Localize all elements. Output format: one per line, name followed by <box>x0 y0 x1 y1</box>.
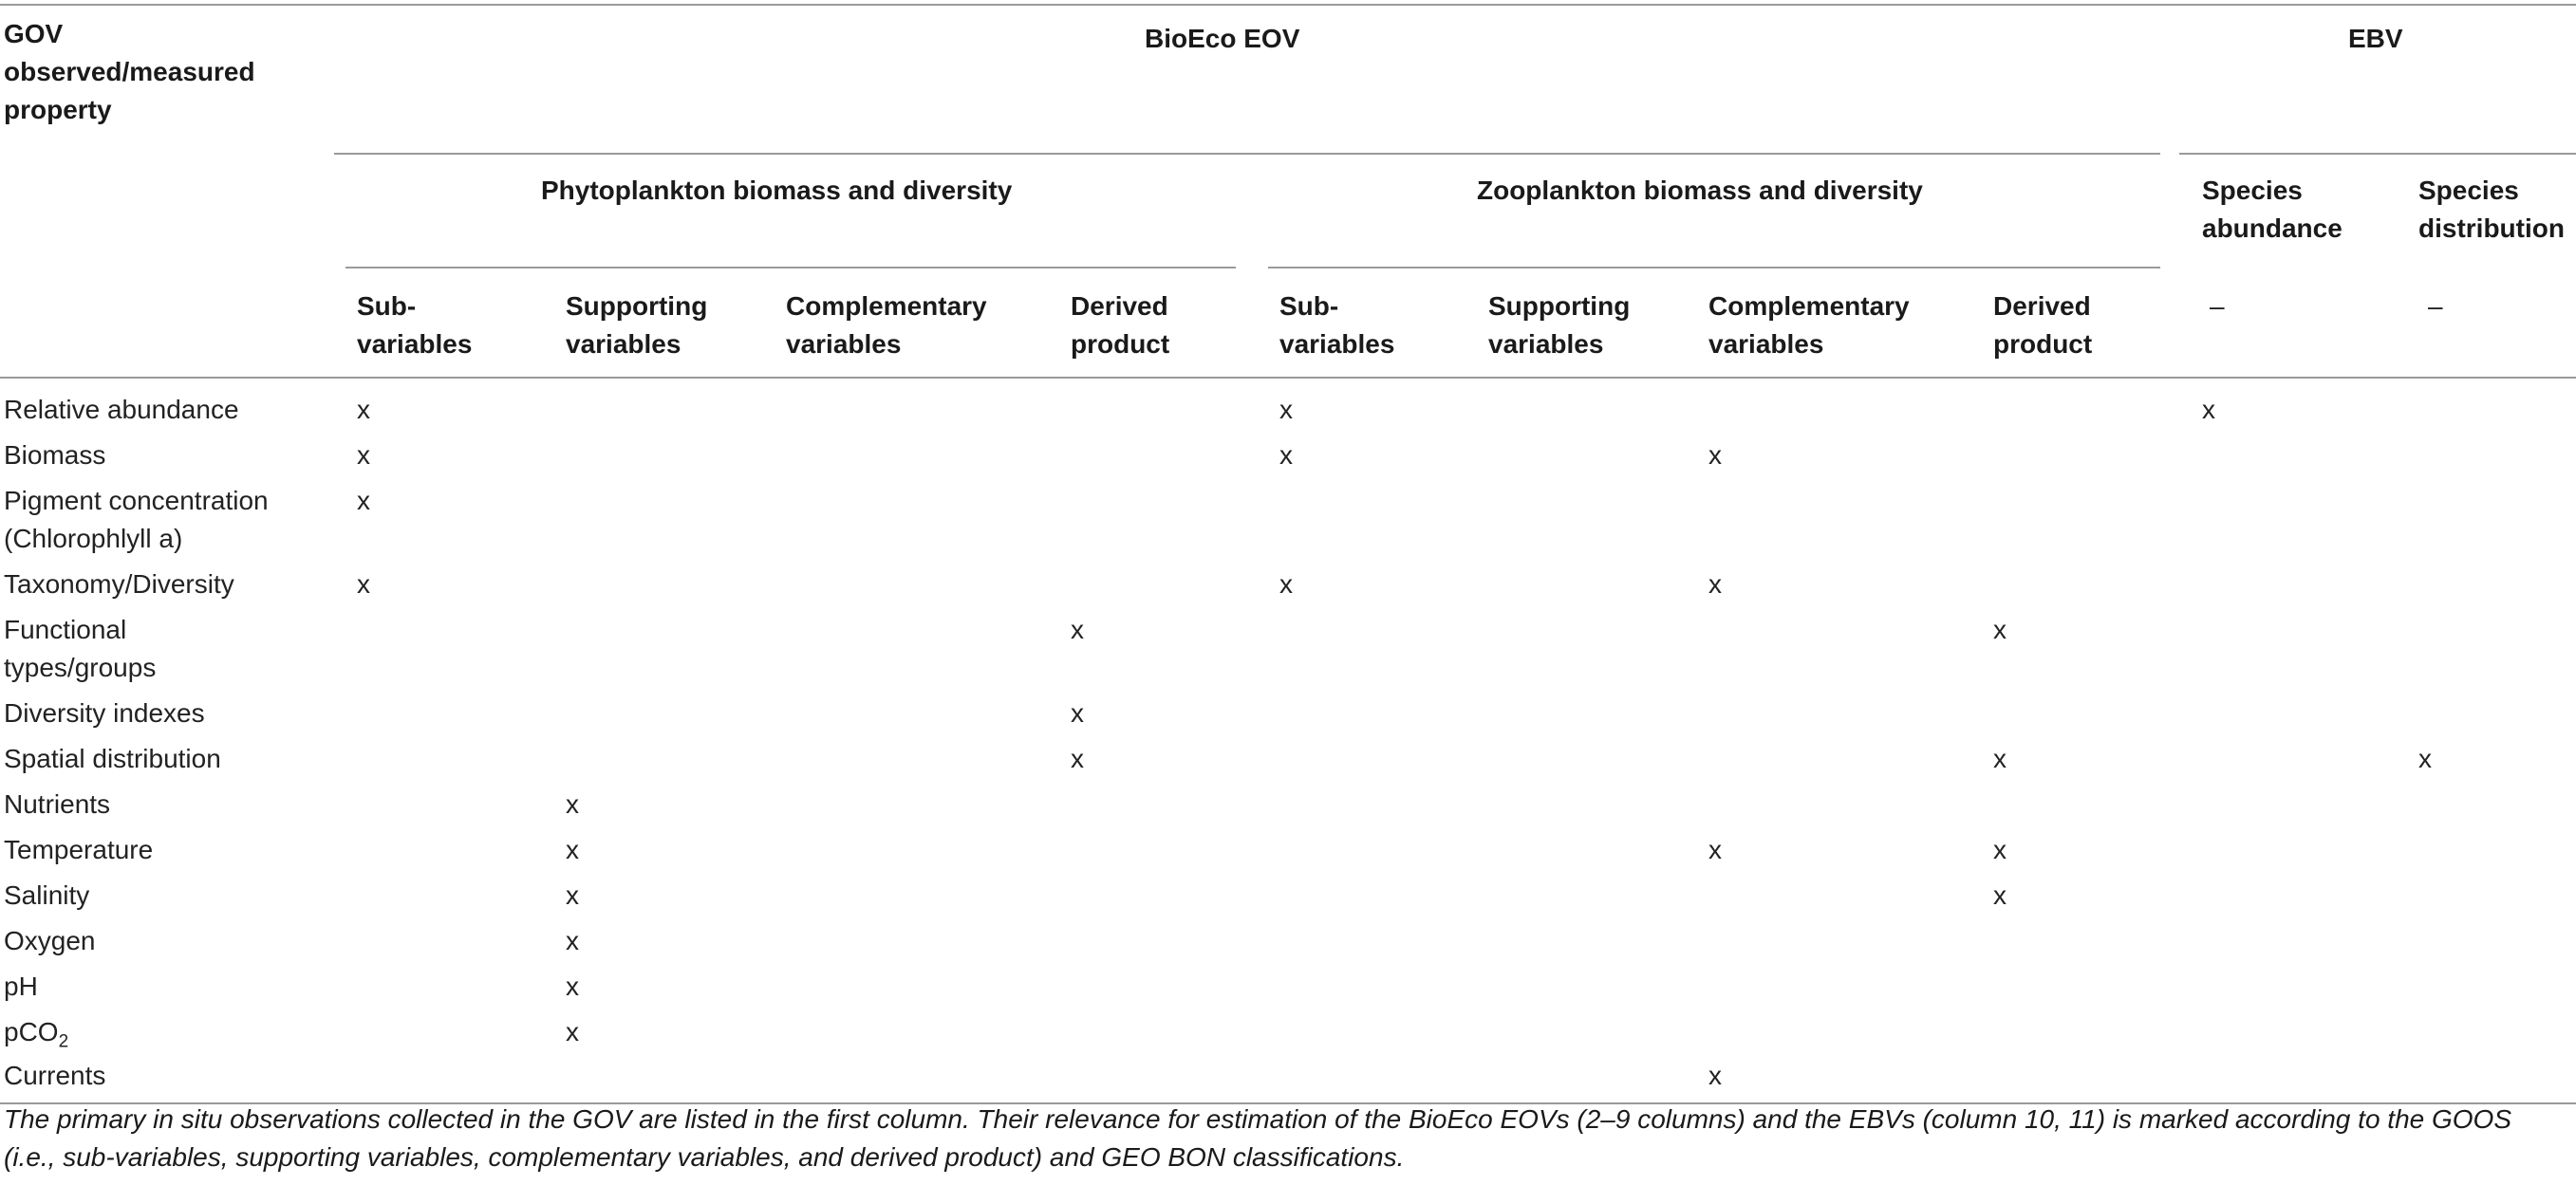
cell-mark: x <box>1071 744 1084 773</box>
row-label: pCO$_2$ <box>4 1017 69 1052</box>
row-label: Relative abundance <box>4 395 239 424</box>
row-label: Functional types/groups <box>4 615 157 682</box>
row-label: Salinity <box>4 880 90 910</box>
cell-mark: x <box>566 880 579 910</box>
phyto-supporting-variables-header: Supporting variables <box>566 291 708 359</box>
cell-mark: x <box>1279 440 1293 470</box>
row-label: Temperature <box>4 835 154 864</box>
cell-mark: x <box>566 926 579 955</box>
species-abundance-dash: – <box>2210 291 2225 321</box>
cell-mark: x <box>1993 835 2007 864</box>
phyto-span-rule <box>345 267 1236 268</box>
cell-mark: x <box>1993 880 2007 910</box>
row-label: Biomass <box>4 440 106 470</box>
zoo-span-rule <box>1268 267 2160 268</box>
cell-mark: x <box>566 972 579 1001</box>
cell-mark: x <box>566 1017 579 1046</box>
cell-mark: x <box>357 395 370 424</box>
row-label: Nutrients <box>4 789 111 819</box>
bioeco-eov-header: BioEco EOV <box>1145 24 1300 53</box>
phyto-complementary-variables-header: Complementary variables <box>786 291 987 359</box>
phytoplankton-header: Phytoplankton biomass and diversity <box>541 176 1013 205</box>
gov-column-header: GOV observed/measured property <box>4 19 255 124</box>
zoo-sub-variables-header: Sub- variables <box>1279 291 1395 359</box>
ebv-span-rule <box>2179 153 2576 155</box>
cell-mark: x <box>1708 569 1722 599</box>
zoo-derived-product-header: Derived product <box>1993 291 2093 359</box>
cell-mark: x <box>357 486 370 515</box>
cell-mark: x <box>1071 615 1084 644</box>
row-label: pH <box>4 972 38 1001</box>
row-label: Diversity indexes <box>4 698 205 728</box>
cell-mark: x <box>1708 1061 1722 1090</box>
bioeco-span-rule <box>334 153 2160 155</box>
zoo-complementary-variables-header: Complementary variables <box>1708 291 1910 359</box>
zoo-supporting-variables-header: Supporting variables <box>1488 291 1631 359</box>
cell-mark: x <box>1993 615 2007 644</box>
phyto-sub-variables-header: Sub- variables <box>357 291 473 359</box>
cell-mark: x <box>357 569 370 599</box>
row-label-subscript: 2 <box>58 1031 69 1052</box>
cell-mark: x <box>566 789 579 819</box>
phyto-derived-product-header: Derived product <box>1071 291 1170 359</box>
table-caption: The primary in situ observations collected in the GOV are listed in the first column. Their relevance for estimation of the BioEco EOVs (2–9 columns) and the EBVs (column 10, 11) is marked according to the GOOS (i.e., sub-variables, supporting variables, complementary variables, and derived product) and GEO BON classifications. <box>4 1104 2512 1172</box>
zooplankton-header: Zooplankton biomass and diversity <box>1477 176 1923 205</box>
row-label: Taxonomy/Diversity <box>4 569 234 599</box>
header-bottom-rule <box>0 377 2576 379</box>
cell-mark: x <box>1708 440 1722 470</box>
cell-mark: x <box>566 835 579 864</box>
cell-mark: x <box>1708 835 1722 864</box>
cell-mark: x <box>1279 569 1293 599</box>
cell-mark: x <box>357 440 370 470</box>
cell-mark: x <box>2418 744 2432 773</box>
row-label: Currents <box>4 1061 106 1090</box>
cell-mark: x <box>1993 744 2007 773</box>
species-distribution-header: Species distribution <box>2418 176 2565 243</box>
cell-mark: x <box>2202 395 2215 424</box>
ebv-header: EBV <box>2348 24 2403 53</box>
species-abundance-header: Species abundance <box>2202 176 2343 243</box>
table-top-rule <box>0 4 2576 6</box>
cell-mark: x <box>1071 698 1084 728</box>
species-distribution-dash: – <box>2428 291 2443 321</box>
row-label: Spatial distribution <box>4 744 221 773</box>
row-label: Pigment concentration (Chlorophlyll a) <box>4 486 269 553</box>
row-label: Oxygen <box>4 926 96 955</box>
cell-mark: x <box>1279 395 1293 424</box>
